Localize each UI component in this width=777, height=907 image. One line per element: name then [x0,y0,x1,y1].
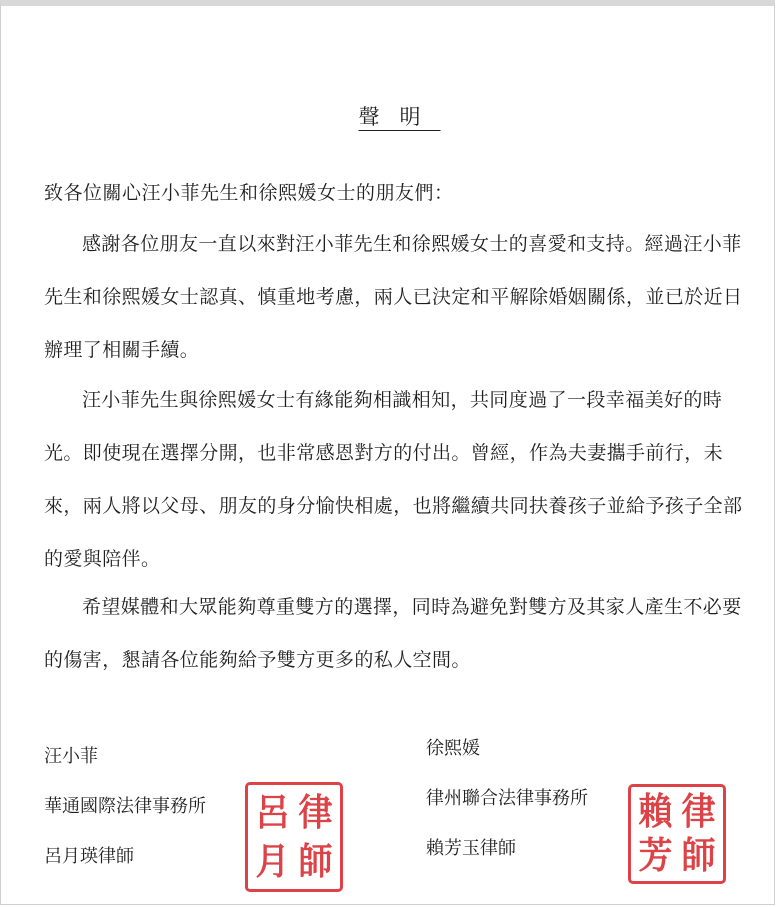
paragraph-thanks: 感謝各位朋友一直以來對汪小菲先生和徐熙媛女士的喜愛和支持。經過汪小菲先生和徐熙媛女士認真、慎重地考慮，兩人已決定和平解除婚姻關係，並已於近日辦理了相關手續。 [44,233,743,361]
law-firm-name: 華通國際法律事務所 [44,796,206,817]
salutation: 致各位關心汪小菲先生和徐熙媛女士的朋友們： [44,182,454,204]
law-firm-name: 律州聯合法律事務所 [426,788,588,809]
title-text: 聲明 [358,105,441,129]
signatory-name: 汪小菲 [44,746,98,767]
seal-character: 呂 [255,790,290,835]
signature-block-left [44,732,206,882]
document-title [1,101,777,131]
seal-character: 芳 [638,834,673,878]
paragraph-request: 希望媒體和大眾能夠尊重雙方的選擇，同時為避免對雙方及其家人產生不必要的傷害，懇請各位能夠給予雙方更多的私人空間。 [44,596,742,671]
seal-character: 師 [681,834,716,878]
lawyer-name: 賴芳玉律師 [426,838,516,859]
seal-character: 律 [298,790,333,835]
signature-block-right [426,724,588,874]
lawyer-seal-stamp [628,784,726,884]
paragraph-relationship: 汪小菲先生與徐熙媛女士有緣能夠相識相知，共同度過了一段幸福美好的時光。即使現在選擇分開，也非常感恩對方的付出。曾經，作為夫妻攜手前行，未來，兩人將以父母、朋友的身分愉快相處，也將繼續共同扶養孩子並給予孩子全部的愛與陪伴。 [44,389,743,570]
seal-character: 師 [298,839,333,884]
signatory-name: 徐熙媛 [426,738,480,759]
lawyer-seal-stamp [245,782,343,892]
seal-character: 月 [255,839,290,884]
seal-character: 賴 [638,790,673,834]
lawyer-name: 呂月瑛律師 [44,846,134,867]
seal-character: 律 [681,790,716,834]
